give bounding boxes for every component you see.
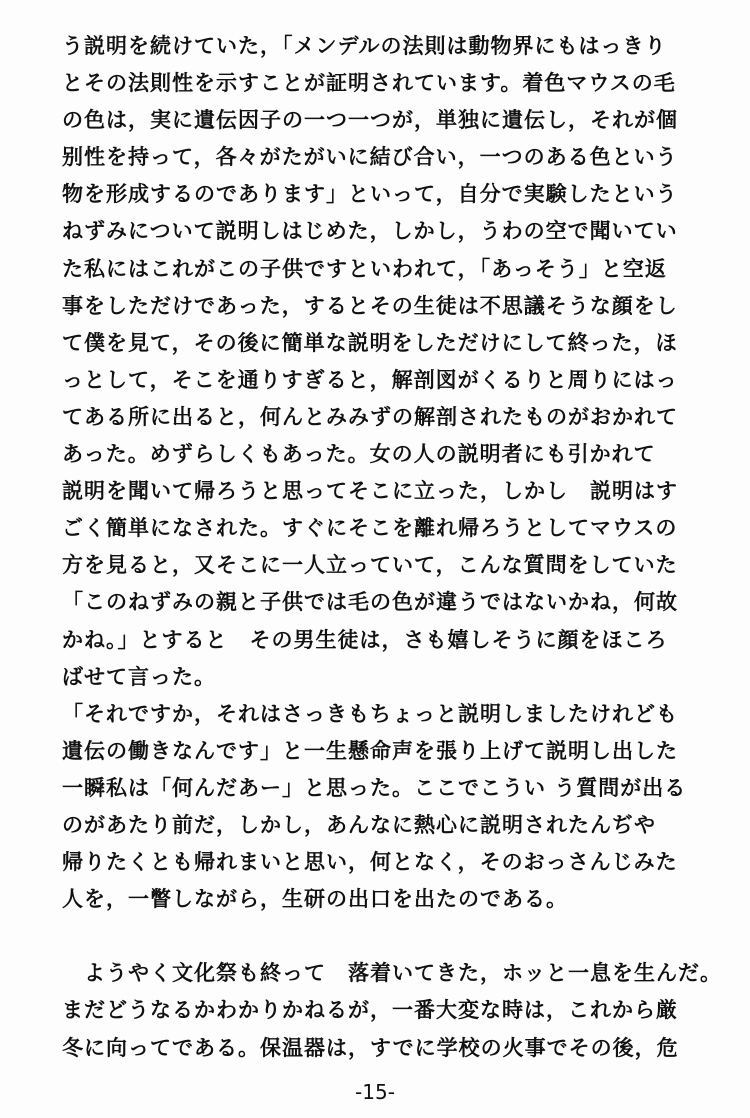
text-line: っとして，そこを通りすぎると，解剖図がくるりと周りにはっ xyxy=(62,367,678,392)
text-line: 一瞬私は「何んだあー」と思った。ここでこうい う質問が出る xyxy=(62,775,687,800)
text-line: まだどうなるかわかりかねるが，一番大変な時は，これから厳 xyxy=(62,998,678,1023)
text-line: てある所に出ると，何んとみみずの解剖されたものがおかれて xyxy=(62,404,678,429)
text-line: 「それですか，それはさっきもちょっと説明しましたけれども xyxy=(62,701,678,726)
text-line: て僕を見て，その後に簡単な説明をしただけにして終った，ほ xyxy=(62,330,678,355)
text-line: ようやく文化祭も終って 落着いてきた，ホッと一息を生んだ。 xyxy=(62,961,722,986)
text-line: う説明を続けていた，「メンデルの法則は動物界にもはっきり xyxy=(62,34,667,58)
text-line: かね。」とすると その男生徒は，さも嬉しそうに顔をほころ xyxy=(62,627,668,652)
text-line: 説明を聞いて帰ろうと思ってそこに立った，しかし 説明はす xyxy=(62,479,678,504)
body-text xyxy=(62,28,740,1067)
text-line: ねずみについて説明しはじめた，しかし，うわの空で聞いてい xyxy=(62,219,678,244)
text-line: ごく簡単になされた。すぐにそこを離れ帰ろうとしてマウスの xyxy=(62,516,678,541)
text-line: の色は，実に遺伝因子の一つ一つが，単独に遺伝し，それが個 xyxy=(62,108,678,133)
text-line: 物を形成するのであります」といって，自分で実験したという xyxy=(62,182,678,207)
text-line: のがあたり前だ，しかし，あんなに熱心に説明されたんぢや xyxy=(62,812,656,837)
text-line: た私にはこれがこの子供ですといわれて，「あっそう」と空返 xyxy=(62,256,667,281)
text-line: 别性を持って，各々がたがいに結び合い，一つのある色という xyxy=(62,145,678,170)
paragraph xyxy=(62,28,740,696)
text-line: あった。めずらしくもあった。女の人の説明者にも引かれて xyxy=(62,442,656,467)
text-line: ばせて言った。 xyxy=(62,664,216,689)
paragraph xyxy=(62,955,740,1066)
text-line: 事をしただけであった，するとその生徒は不思議そうな顔をし xyxy=(62,293,678,318)
page-number: -15- xyxy=(355,1080,395,1104)
paragraph xyxy=(62,696,740,919)
text-line: 遺伝の働きなんです」と一生懸命声を張り上げて説明し出した xyxy=(62,738,678,763)
paragraph-gap xyxy=(62,918,740,955)
text-line: 人を，一瞥しながら，生研の出口を出たのである。 xyxy=(62,887,568,912)
text-line: とその法則性を示すことが証明されています。着色マウスの毛 xyxy=(62,71,676,96)
text-line: 冬に向ってである。保温器は，すでに学校の火事でその後，危 xyxy=(62,1035,679,1060)
text-line: 帰りたくとも帰れまいと思い，何となく，そのおっさんじみた xyxy=(62,850,678,875)
text-line: 「このねずみの親と子供では毛の色が違うではないかね，何故 xyxy=(62,590,678,615)
text-line: 方を見ると，又そこに一人立っていて，こんな質問をしていた xyxy=(62,553,678,578)
